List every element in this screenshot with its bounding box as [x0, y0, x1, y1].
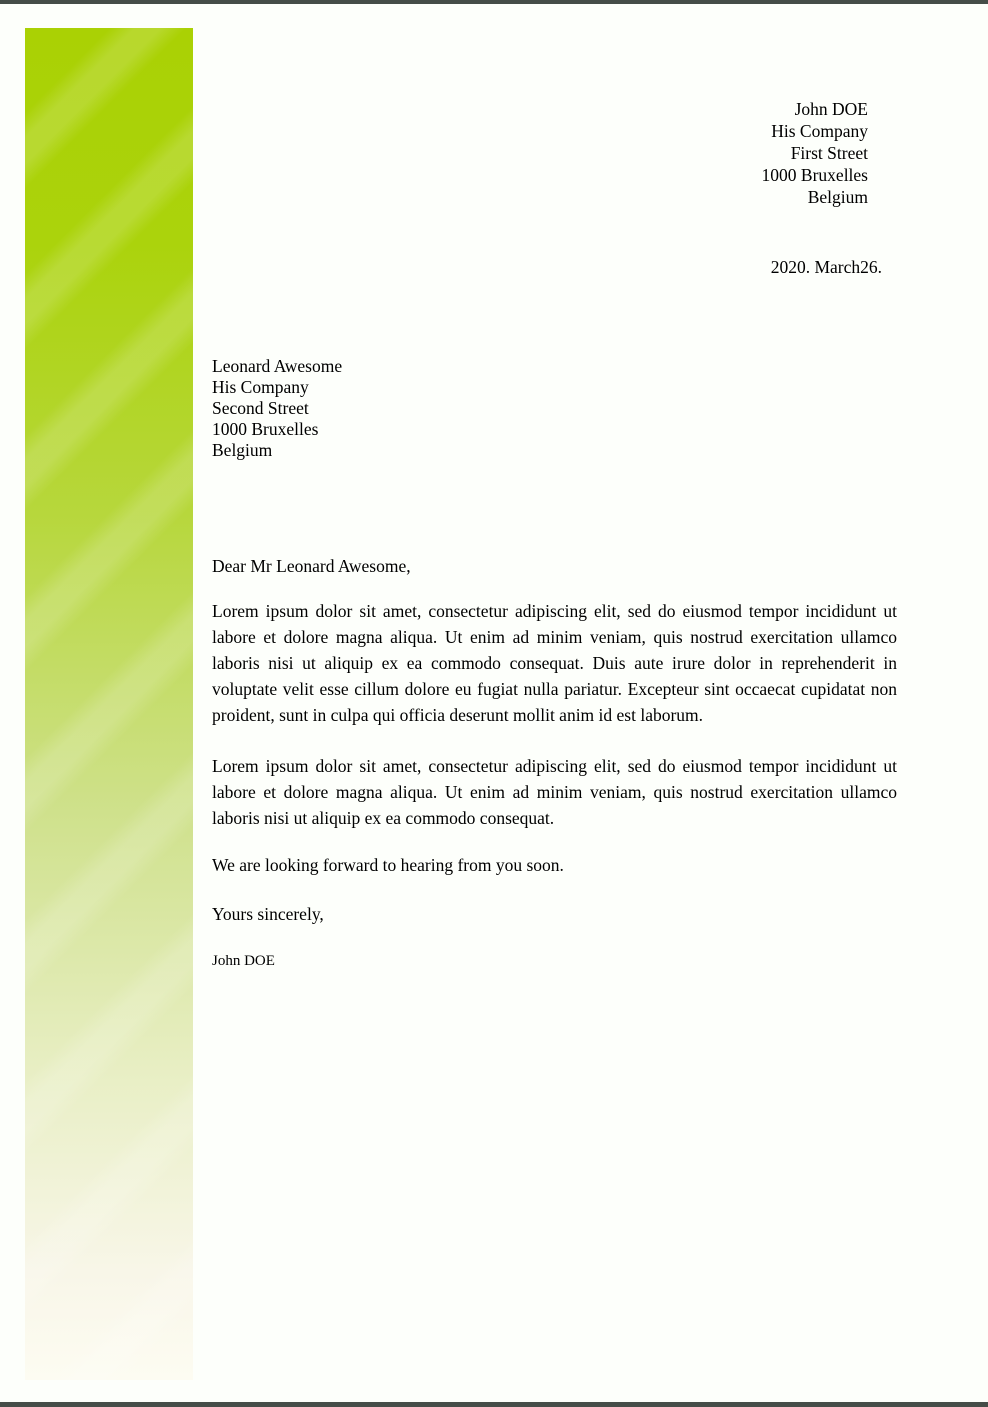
- recipient-city: 1000 Bruxelles: [212, 419, 319, 439]
- recipient-country: Belgium: [212, 440, 273, 460]
- recipient-street: Second Street: [212, 398, 309, 418]
- sender-address-block: [762, 98, 868, 208]
- sender-country: Belgium: [807, 187, 868, 207]
- valediction: Yours sincerely,: [212, 904, 324, 924]
- sender-street: First Street: [790, 143, 868, 163]
- bottom-frame-bar: [0, 1402, 988, 1407]
- salutation: Dear Mr Leonard Awesome,: [212, 556, 411, 576]
- top-frame-bar: [0, 0, 988, 4]
- sender-name: John DOE: [794, 99, 868, 119]
- closing-line: We are looking forward to hearing from you soon.: [212, 855, 564, 875]
- signature-name: John DOE: [212, 953, 275, 969]
- body-paragraph-2: Lorem ipsum dolor sit amet, consectetur adipiscing elit, sed do eiusmod tempor incididunt ut labore et dolore magna aliqua. Ut enim ad minim veniam, quis nostrud exercitation ullamco laboris nisi ut aliquip ex ea commodo consequat.: [212, 756, 897, 828]
- recipient-address-block: [212, 356, 342, 461]
- recipient-name: Leonard Awesome: [212, 356, 343, 376]
- green-gradient-sidebar: [25, 28, 193, 1380]
- letter-date: 2020. March26.: [770, 257, 882, 277]
- sender-company: His Company: [771, 121, 868, 141]
- body-paragraph-1: Lorem ipsum dolor sit amet, consectetur adipiscing elit, sed do eiusmod tempor incididunt ut labore et dolore magna aliqua. Ut enim ad minim veniam, quis nostrud exercitation ullamco laboris nisi ut aliquip ex ea commodo consequat. Duis aute irure dolor in reprehenderit in voluptate velit esse cillum dolore eu fugiat nulla pariatur. Excepteur sint occaecat cupidatat non proident, sunt in culpa qui officia deserunt mollit anim id est laborum.: [212, 601, 897, 725]
- sender-city: 1000 Bruxelles: [761, 165, 868, 185]
- recipient-company: His Company: [212, 377, 309, 397]
